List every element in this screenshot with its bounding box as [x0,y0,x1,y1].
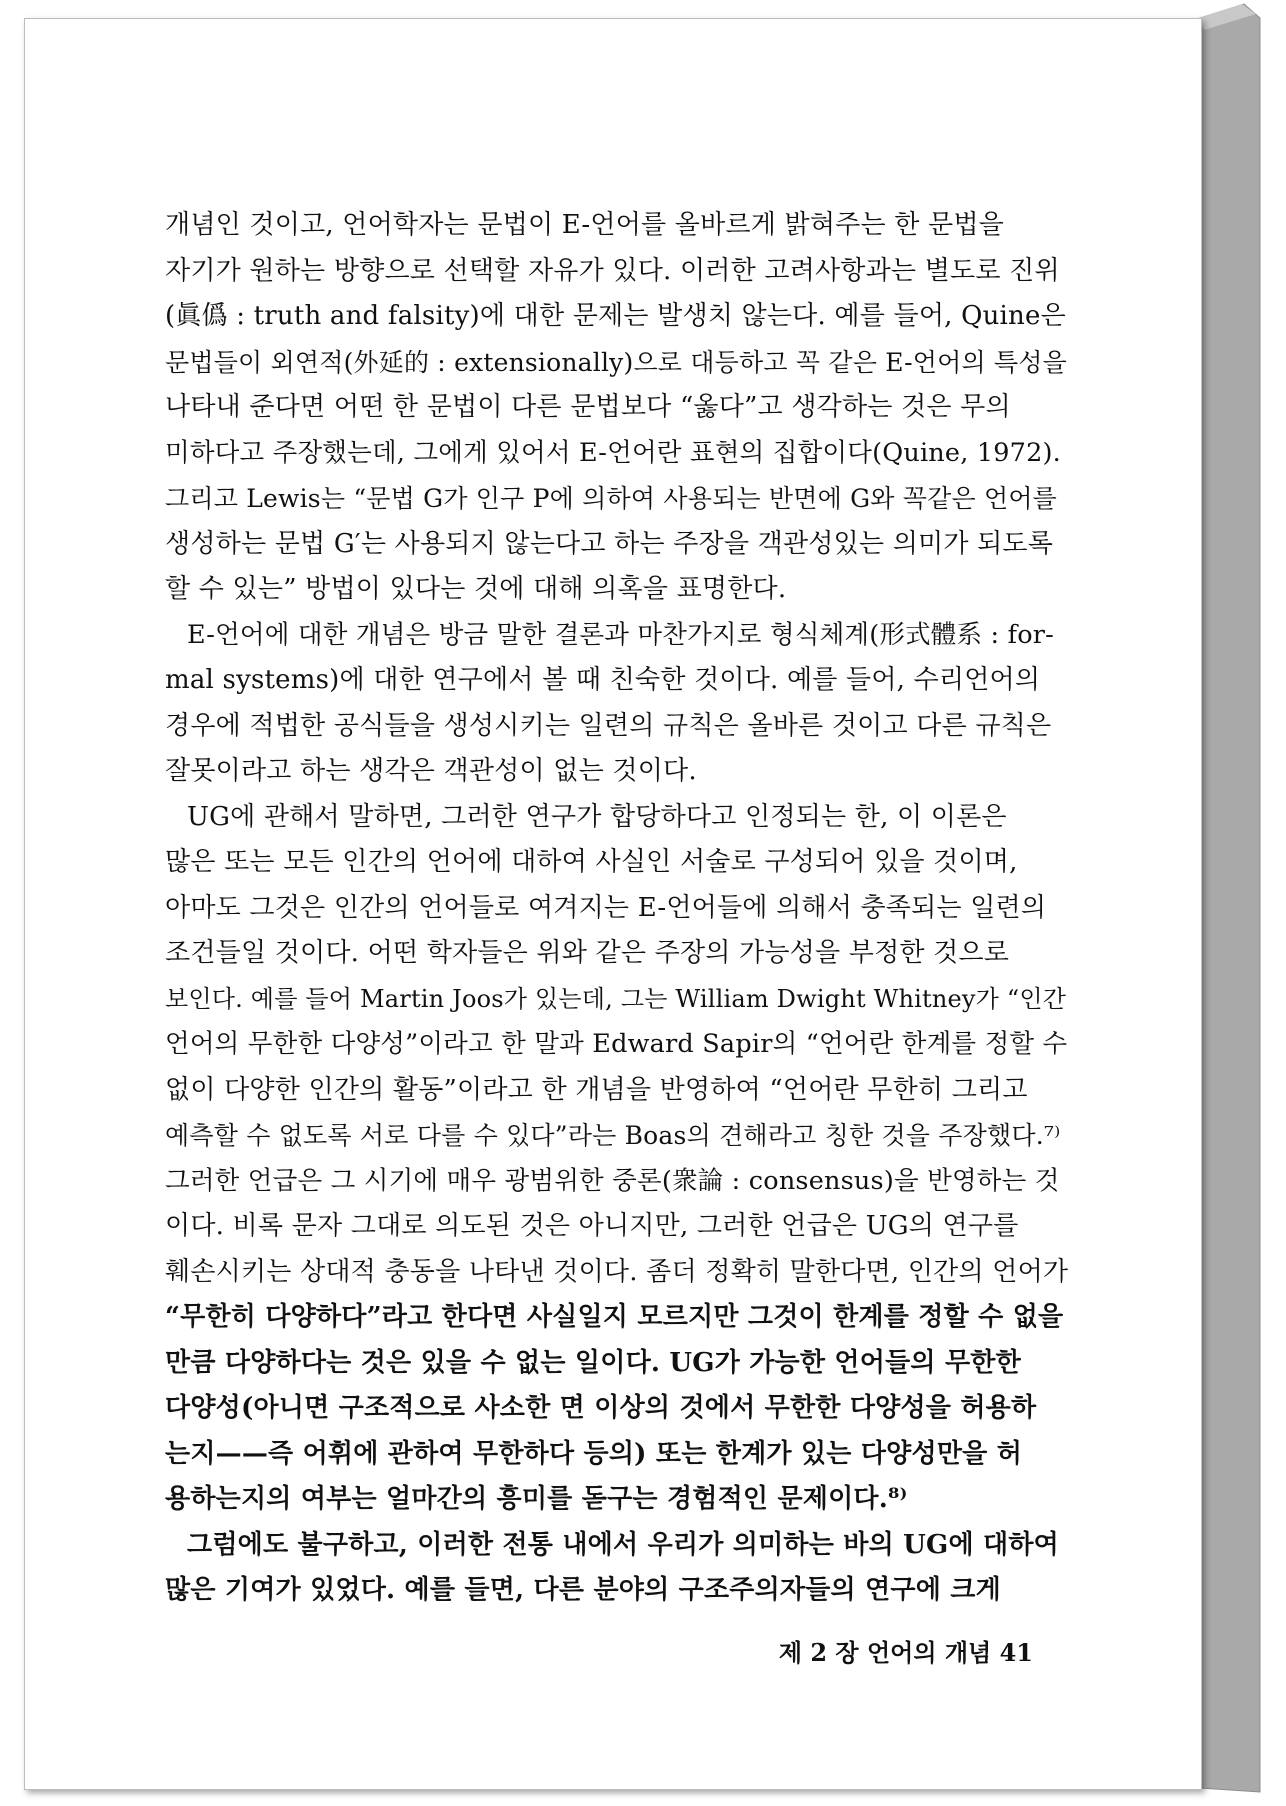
text-line: 는지——즉 어휘에 관하여 무한하다 등의) 또는 한계가 있는 다양성만을 허 [165,1438,1023,1469]
text-line: (眞僞 : truth and falsity)에 대한 문제는 발생치 않는다. 예를 들어, Quine은 [165,301,1066,331]
text-line: 경우에 적법한 공식들을 생성시키는 일련의 규칙은 올바른 것이고 다른 규칙은 [165,710,1052,741]
text-line: 나타내 준다면 어떤 한 문법이 다른 문법보다 “옳다”고 생각하는 것은 무의 [165,392,1011,422]
text-line: 조건들일 것이다. 어떤 학자들은 위와 같은 주장의 가능성을 부정한 것으로 [165,938,1010,968]
text-line: 만큼 다양하다는 것은 있을 수 없는 일이다. UG가 가능한 언어들의 무한한 [165,1347,1021,1378]
paragraph [165,613,1069,795]
text-line: 그리고 Lewis는 “문법 G가 인구 P에 의하여 사용되는 반면에 G와 꼭같은 언어를 [165,484,1058,513]
text-line: 없이 다양한 인간의 활동”이라고 한 개념을 반영하여 “언어란 무한히 그리고 [165,1074,1028,1105]
paragraph [165,203,1069,613]
text-line: 많은 또는 모든 인간의 언어에 대하여 사실인 서술로 구성되어 있을 것이며, [165,847,1018,877]
text-line: 생성하는 문법 G′는 사용되지 않는다고 하는 주장을 객관성있는 의미가 되도록 [165,528,1054,559]
text-line: mal systems)에 대한 연구에서 볼 때 친숙한 것이다. 예를 들어, 수리언어의 [165,665,1041,695]
paragraph [165,1295,1069,1523]
paragraph [165,1523,1069,1614]
text-line: 예측할 수 없도록 서로 다를 수 있다”라는 Boas의 견해라고 칭한 것을 주장했다.⁷⁾ [165,1121,1061,1150]
text-line: 문법들이 외연적(外延的 : extensionally)으로 대등하고 꼭 같은 E-언어의 특성을 [165,347,1068,377]
text-line: 그럼에도 불구하고, 이러한 전통 내에서 우리가 의미하는 바의 UG에 대하여 [187,1529,1059,1560]
text-line: 언어의 무한한 다양성”이라고 한 말과 Edward Sapir의 “언어란 한계를 정할 수 [165,1029,1068,1059]
page-body [165,203,1069,1614]
page-footer: 제 2 장 언어의 개념 41 [778,1638,1033,1667]
paragraph [165,795,1069,1296]
text-line: 이다. 비록 문자 그대로 의도된 것은 아니지만, 그러한 언급은 UG의 연구를 [165,1211,1019,1241]
text-line: 훼손시키는 상대적 충동을 나타낸 것이다. 좀더 정확히 말한다면, 인간의 언어가 [165,1256,1069,1287]
text-line: 잘못이라고 하는 생각은 객관성이 없는 것이다. [165,756,697,786]
text-line: 많은 기여가 있었다. 예를 들면, 다른 분야의 구조주의자들의 연구에 크게 [165,1575,1001,1605]
text-line: 자기가 원하는 방향으로 선택할 자유가 있다. 이러한 고려사항과는 별도로 진위 [165,255,1060,286]
book-page [24,18,1202,1790]
text-line: 용하는지의 여부는 얼마간의 흥미를 돋구는 경험적인 문제이다.⁸⁾ [165,1484,908,1514]
text-line: UG에 관해서 말하면, 그러한 연구가 합당하다고 인정되는 한, 이 이론은 [187,801,1007,832]
text-line: 미하다고 주장했는데, 그에게 있어서 E-언어란 표현의 집합이다(Quine, 1972). [165,437,1061,468]
text-line: 그러한 언급은 그 시기에 매우 광범위한 중론(衆論 : consensus)을 반영하는 것 [165,1165,1060,1196]
text-line: 개념인 것이고, 언어학자는 문법이 E-언어를 올바르게 밝혀주는 한 문법을 [165,210,1004,240]
text-line: 보인다. 예를 들어 Martin Joos가 있는데, 그는 William Dwight Whitney가 “인간 [165,984,1067,1013]
text-line: 할 수 있는” 방법이 있다는 것에 대해 의혹을 표명한다. [165,574,787,604]
text-line: 다양성(아니면 구조적으로 사소한 면 이상의 것에서 무한한 다양성을 허용하 [165,1393,1037,1423]
text-line: E-언어에 대한 개념은 방금 말한 결론과 마찬가지로 형식체계(形式體系 : for- [187,619,1054,650]
text-line: “무한히 다양하다”라고 한다면 사실일지 모르지만 그것이 한계를 정할 수 없을 [165,1302,1064,1332]
text-line: 아마도 그것은 인간의 언어들로 여겨지는 E-언어들에 의해서 충족되는 일련의 [165,892,1047,923]
book-spine-side [1200,4,1260,1792]
